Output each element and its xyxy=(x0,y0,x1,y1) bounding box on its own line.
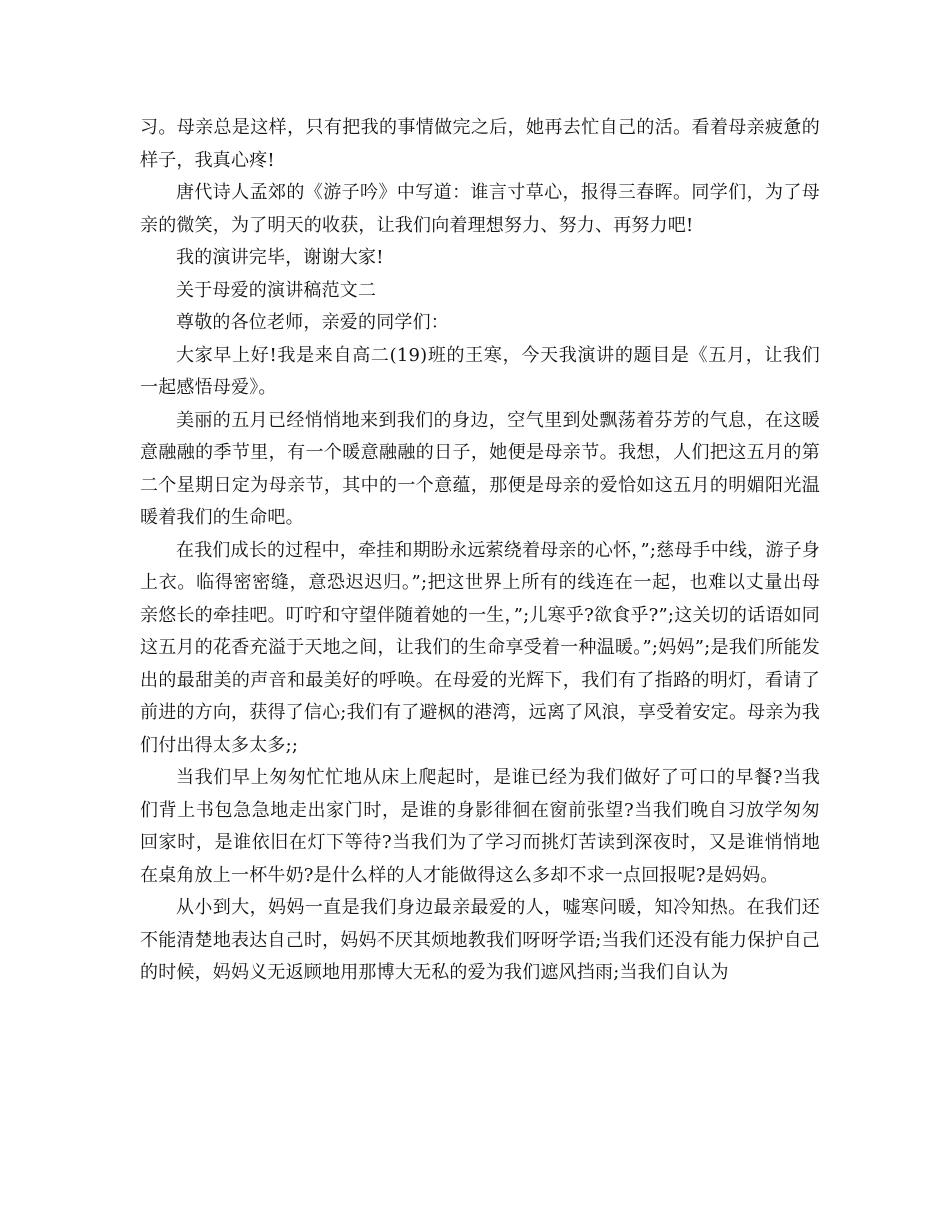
paragraph-poem-quote: 唐代诗人孟郊的《游子吟》中写道：谁言寸草心，报得三春晖。同学们，为了母亲的微笑，为了明天的收获，让我们向着理想努力、努力、再努力吧! xyxy=(140,182,820,236)
paragraph-closing: 我的演讲完毕，谢谢大家! xyxy=(176,247,384,268)
paragraph-greeting: 大家早上好!我是来自高二(19)班的王寒，今天我演讲的题目是《五月，让我们一起感悟母爱》。 xyxy=(140,344,820,398)
paragraph-continued: 习。母亲总是这样，只有把我的事情做完之后，她再去忙自己的活。看着母亲疲惫的样子，我真心疼! xyxy=(140,117,820,171)
paragraph-may: 美丽的五月已经悄悄地来到我们的身边，空气里到处飘荡着芬芳的气息，在这暖意融融的季节里，有一个暖意融融的日子，她便是母亲节。我想，人们把这五月的第二个星期日定为母亲节，其中的一个意蕴，那便是母亲的爱恰如这五月的明媚阳光温暖着我们的生命吧。 xyxy=(140,409,820,528)
document-page xyxy=(140,112,820,990)
paragraph-salutation: 尊敬的各位老师，亲爱的同学们： xyxy=(176,312,449,333)
paragraph-growing-up: 在我们成长的过程中，牵挂和期盼永远萦绕着母亲的心怀，”;慈母手中线，游子身上衣。临得密密缝，意恐迟迟归。”;把这世界上所有的线连在一起，也难以丈量出母亲悠长的牵挂吧。叮咛和守望伴随着她的一生，”;儿寒乎?欲食乎?”;这关切的话语如同这五月的花香充溢于天地之间，让我们的生命享受着一种温暖。”;妈妈”;是我们所能发出的最甜美的声音和最美好的呼唤。在母爱的光辉下，我们有了指路的明灯，看请了前进的方向，获得了信心;我们有了避枫的港湾，远离了风浪，享受着安定。母亲为我们付出得太多太多;; xyxy=(140,539,820,756)
section-heading: 关于母爱的演讲稿范文二 xyxy=(176,279,377,301)
paragraph-questions: 当我们早上匆匆忙忙地从床上爬起时，是谁已经为我们做好了可口的早餐?当我们背上书包急急地走出家门时，是谁的身影徘徊在窗前张望?当我们晚自习放学匆匆回家时，是谁依旧在灯下等待?当我们为了学习而挑灯苦读到深夜时，又是谁悄悄地在桌角放上一杯牛奶?是什么样的人才能做得这么多却不求一点回报呢?是妈妈。 xyxy=(140,767,820,886)
paragraph-childhood: 从小到大，妈妈一直是我们身边最亲最爱的人，嘘寒问暖，知冷知热。在我们还不能清楚地表达自己时，妈妈不厌其烦地教我们呀呀学语;当我们还没有能力保护自己的时候，妈妈义无返顾地用那博大无私的爱为我们遮风挡雨;当我们自认为 xyxy=(140,897,820,983)
